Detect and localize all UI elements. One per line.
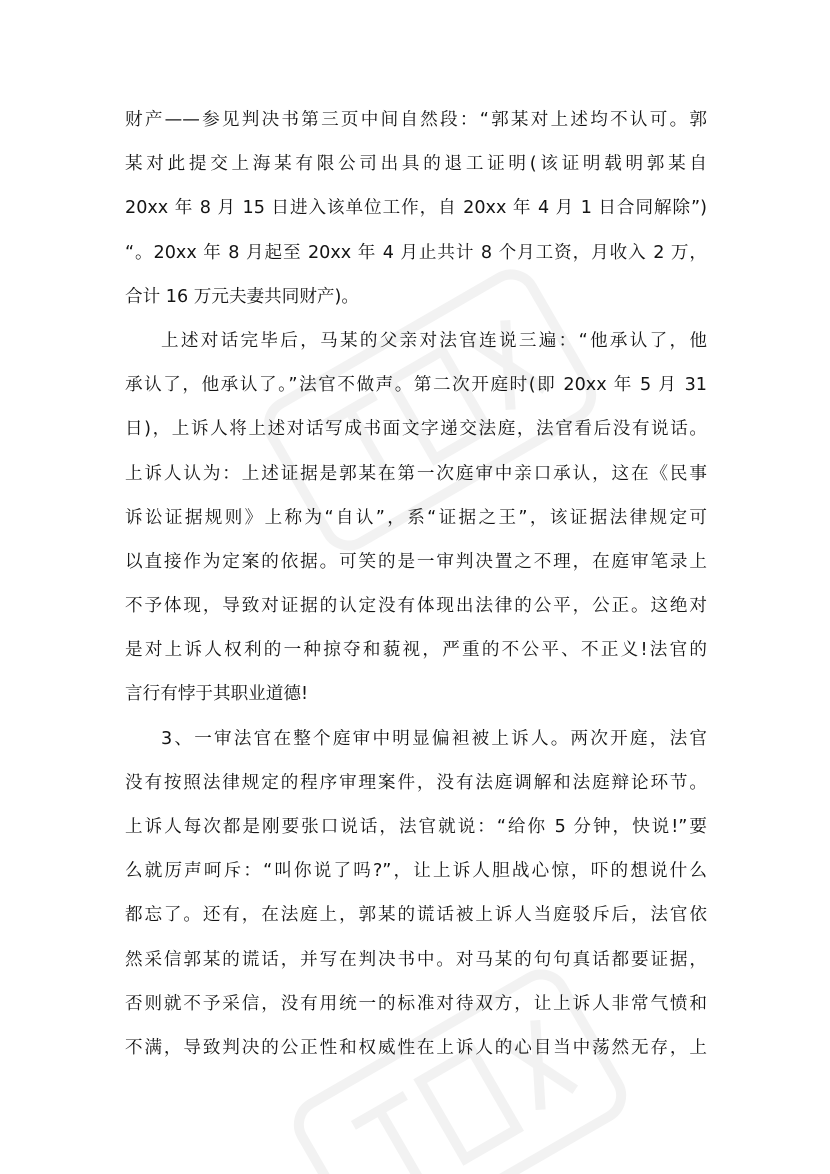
text-line: 然采信郭某的谎话，并写在判决书中。对马某的句句真话都要证据， xyxy=(125,949,707,970)
text-line: 没有按照法律规定的程序审理案件，没有法庭调解和法庭辩论环节。 xyxy=(125,772,707,793)
text-line: 日)，上诉人将上述对话写成书面文字递交法庭，法官看后没有说话。 xyxy=(125,419,707,440)
text-line: 20xx 年 8 月 15 日进入该单位工作，自 20xx 年 4 月 1 日合同解除”) xyxy=(125,198,707,219)
body-text xyxy=(125,98,707,1070)
text-line: 是对上诉人权利的一种掠夺和藐视，严重的不公平、不正义!法官的 xyxy=(125,640,707,661)
text-line: “。20xx 年 8 月起至 20xx 年 4 月止共计 8 个月工资，月收入 2 万， xyxy=(125,242,707,263)
text-line: 财产——参见判决书第三页中间自然段：“郭某对上述均不认可。郭 xyxy=(125,110,707,130)
text-line: 3、一审法官在整个庭审中明显偏袒被上诉人。两次开庭，法官 xyxy=(161,728,707,749)
text-line: 某对此提交上海某有限公司出具的退工证明(该证明载明郭某自 xyxy=(125,154,707,175)
text-line: 么就厉声呵斥：“叫你说了吗?”，让上诉人胆战心惊，吓的想说什么 xyxy=(125,861,707,882)
text-line: 上述对话完毕后，马某的父亲对法官连说三遍：“他承认了，他 xyxy=(161,330,707,351)
text-line: 合计 16 万元夫妻共同财产)。 xyxy=(125,286,359,307)
text-line: 上诉人认为：上述证据是郭某在第一次庭审中亲口承认，这在《民事 xyxy=(125,463,707,484)
text-line: 言行有悖于其职业道德! xyxy=(125,684,308,705)
text-line: 承认了，他承认了。”法官不做声。第二次开庭时(即 20xx 年 5 月 31 xyxy=(125,375,707,396)
text-line: 不满，导致判决的公正性和权威性在上诉人的心目当中荡然无存，上 xyxy=(125,1037,707,1058)
text-line: 诉讼证据规则》上称为“自认”，系“证据之王”，该证据法律规定可 xyxy=(125,507,707,528)
text-line: 否则就不予采信，没有用统一的标准对待双方，让上诉人非常气愤和 xyxy=(125,993,707,1014)
text-line: 以直接作为定案的依据。可笑的是一审判决置之不理，在庭审笔录上 xyxy=(125,551,707,572)
text-line: 都忘了。还有，在法庭上，郭某的谎话被上诉人当庭驳斥后，法官依 xyxy=(125,905,707,926)
text-line: 不予体现，导致对证据的认定没有体现出法律的公平，公正。这绝对 xyxy=(125,596,707,617)
text-line: 上诉人每次都是刚要张口说话，法官就说：“给你 5 分钟，快说!”要 xyxy=(125,817,707,837)
